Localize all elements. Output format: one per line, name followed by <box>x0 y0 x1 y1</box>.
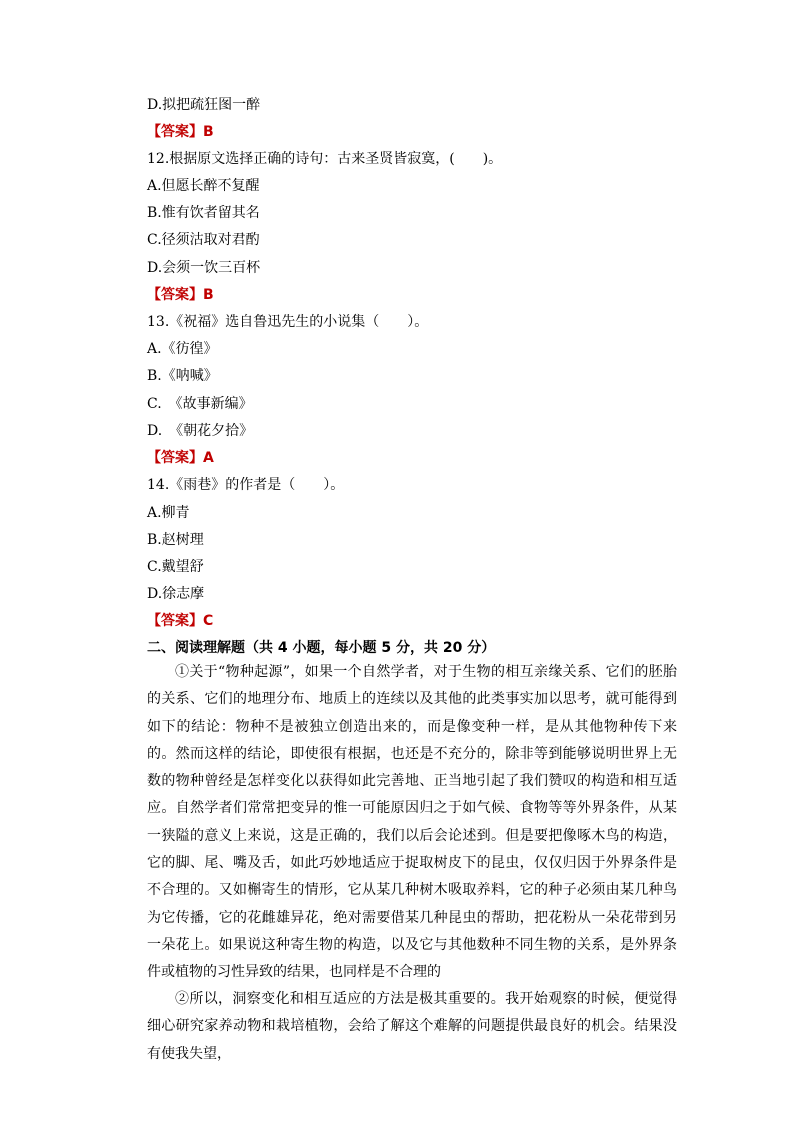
option-line: B.赵树理 <box>147 532 204 548</box>
option-line: D. 《朝花夕拾》 <box>147 423 254 439</box>
option-line: A.柳青 <box>147 505 190 521</box>
question-line: 13.《祝福》选自鲁迅先生的小说集（ ）。 <box>147 314 429 330</box>
option-line: D.徐志摩 <box>147 586 205 602</box>
question-line: 12.根据原文选择正确的诗句：古来圣贤皆寂寞，( )。 <box>147 151 503 167</box>
option-line: A.《彷徨》 <box>147 341 218 357</box>
answer-line: 【答案】A <box>147 450 214 466</box>
section-heading: 二、阅读理解题（共 4 小题，每小题 5 分，共 20 分） <box>147 640 496 656</box>
option-line: C. 《故事新编》 <box>147 396 253 412</box>
option-line: D.拟把疏狂图一醉 <box>147 97 261 113</box>
option-line: A.但愿长醉不复醒 <box>147 178 260 194</box>
option-line: B.《呐喊》 <box>147 368 218 384</box>
answer-line: 【答案】B <box>147 287 214 303</box>
reading-paragraph: ②所以，洞察变化和相互适应的方法是极其重要的。我开始观察的时候，便觉得细心研究家养动物和栽培植物，会给了解这个难解的问题提供最良好的机会。结果没有使我失望， <box>147 991 677 1062</box>
option-line: C.径须沽取对君酌 <box>147 232 260 248</box>
option-line: B.惟有饮者留其名 <box>147 205 260 221</box>
question-line: 14.《雨巷》的作者是（ ）。 <box>147 477 345 493</box>
answer-line: 【答案】C <box>147 613 214 629</box>
answer-line: 【答案】B <box>147 124 214 140</box>
reading-paragraph: ①关于“物种起源”，如果一个自然学者，对于生物的相互亲缘关系、它们的胚胎的关系、它们的地理分布、地质上的连续以及其他的此类事实加以思考，就可能得到如下的结论：物种不是被独立创造出来的，而是像变种一样，是从其他物种传下来的。然而这样的结论，即使很有根据，也还是不充分的，除非等到能够说明世界上无数的物种曾经是怎样变化以获得如此完善地、正当地引起了我们赞叹的构造和相互适应。自然学者们常常把变异的惟一可能原因归之于如气候、食物等等外界条件，从某一狭隘的意义上来说，这是正确的，我们以后会论述到。但是要把像啄木鸟的构造，它的脚、尾、嘴及舌，如此巧妙地适应于捉取树皮下的昆虫，仅仅归因于外界条件是不合理的。又如槲寄生的情形，它从某几种树木吸取养料，它的种子必须由某几种鸟为它传播，它的花雌雄异花，绝对需要借某几种昆虫的帮助，把花粉从一朵花带到另一朵花上。如果说这种寄生物的构造，以及它与其他数种不同生物的关系，是外界条件或植物的习性异致的结果，也同样是不合理的 <box>147 664 677 981</box>
option-line: C.戴望舒 <box>147 559 204 575</box>
option-line: D.会须一饮三百杯 <box>147 260 261 276</box>
